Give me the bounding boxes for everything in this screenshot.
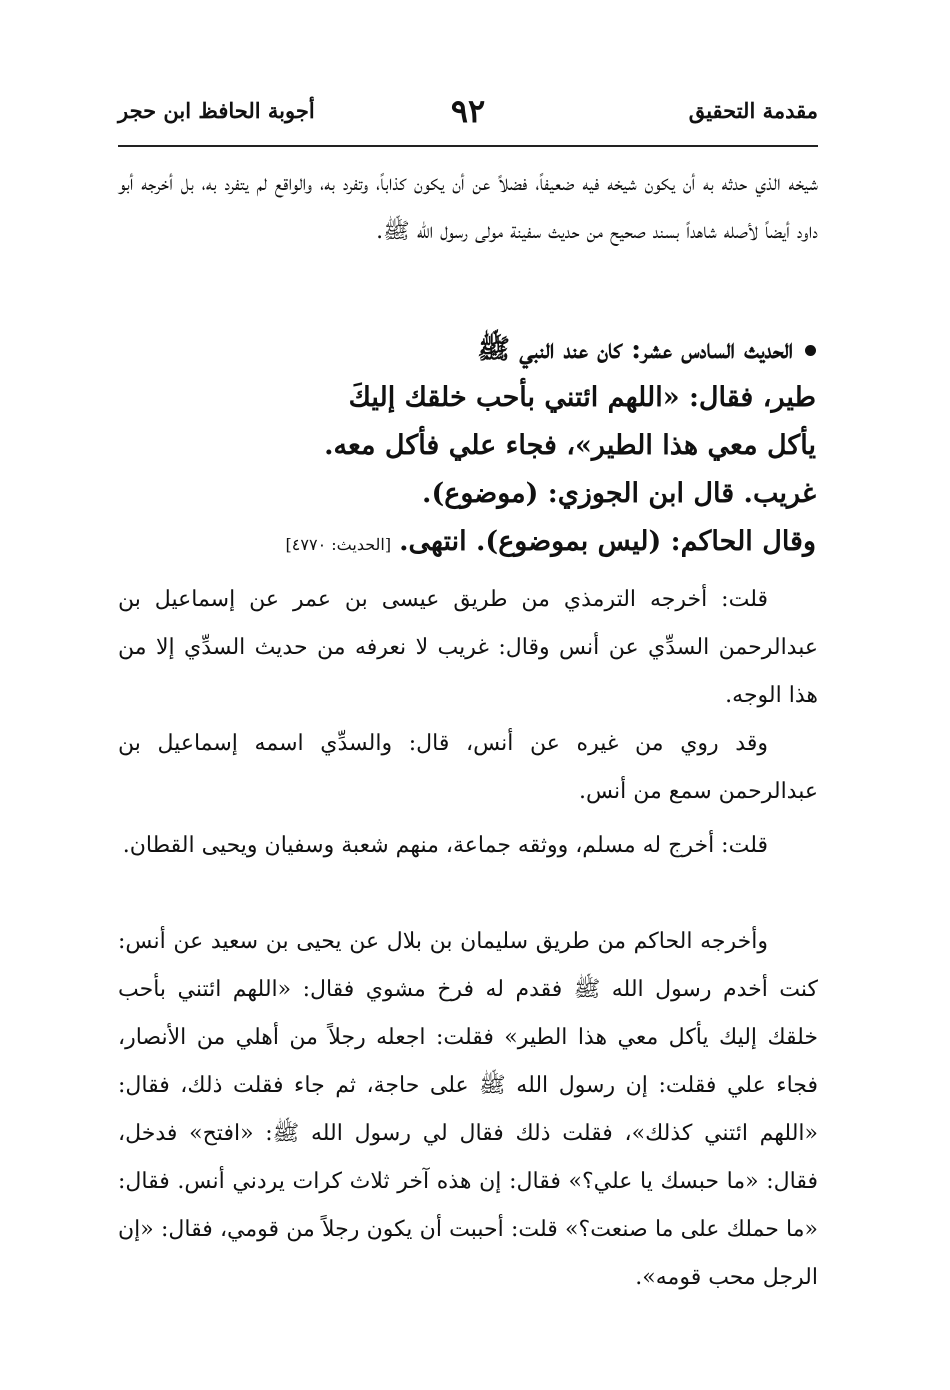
paragraph-2 [118,576,818,720]
hadith-line-2: طير، فقال: «اللهم ائتني بأحب خلقك إليكَ [348,382,816,413]
bullet-icon [805,345,816,356]
hadith-line-5-text: وقال الحاكم: (ليس بموضوع). انتهى. [399,526,816,557]
paragraph-text: شيخه الذي حدثه به أن يكون شيخه فيه ضعيفاً، فضلاً عن أن يكون كذاباً، وتفرد به، والواقع لم يتفرد به، بل أخرجه أبو داود أيضاً لأصله شاهداً بسند صحيح من حديث سفينة مولى رسول الله ﷺ. [118,171,818,244]
paragraph-text: قلت: أخرجه الترمذي من طريق عيسى بن عمر عن إسماعيل بن عبدالرحمن السدِّي عن أنس وقال: غريب لا نعرفه من حديث السدِّي إلا من هذا الوجه. [118,587,818,708]
header-rule [118,145,818,147]
paragraph-5 [118,918,818,1302]
hadith-line-1 [140,326,816,374]
page-header [118,92,818,132]
hadith-line-3: يأكل معي هذا الطير»، فجاء علي فأكل معه. [324,430,816,461]
paragraph-3 [118,720,818,816]
hadith-heading: الحديث السادس عشر: كان عند النبي ﷺ [477,334,793,365]
page-number: ٩٢ [450,92,486,130]
paragraph-1 [118,160,818,256]
hadith-block [140,326,816,569]
book-title: أجوبة الحافظ ابن حجر [118,98,315,123]
section-title: مقدمة التحقيق [688,98,818,123]
hadith-line-5 [140,518,816,569]
paragraph-4 [118,822,818,870]
paragraph-text: قلت: أخرج له مسلم، ووثقه جماعة، منهم شعبة وسفيان ويحيى القطان. [122,833,768,858]
hadith-line-4: غريب. قال ابن الجوزي: (موضوع). [422,478,816,509]
paragraph-text: وأخرجه الحاكم من طريق سليمان بن بلال عن يحيى بن سعيد عن أنس: كنت أخدم رسول الله ﷺ فقدم له فرخ مشوي فقال: «اللهم ائتني بأحب خلقك إليك يأكل معي هذا الطير» فقلت: اجعله رجلاً من أهلي من الأنصار، فجاء علي فقلت: إن رسول الله ﷺ على حاجة، ثم جاء فقلت ذلك، فقال: «اللهم ائتني كذلك»، فقلت ذلك فقال لي رسول الله ﷺ: «افتح» فدخل، فقال: «ما حبسك يا علي؟» فقال: إن هذه آخر ثلاث كرات يردني أنس. فقال: «ما حملك على ما صنعت؟» قلت: أحببت أن يكون رجلاً من قومي، فقال: «إن الرجل محب قومه». [118,929,818,1290]
paragraph-text: وقد روي من غيره عن أنس، قال: والسدِّي اسمه إسماعيل بن عبدالرحمن سمع من أنس. [118,731,818,804]
hadith-reference: [الحديث: ٤٧٧٠] [285,535,392,554]
